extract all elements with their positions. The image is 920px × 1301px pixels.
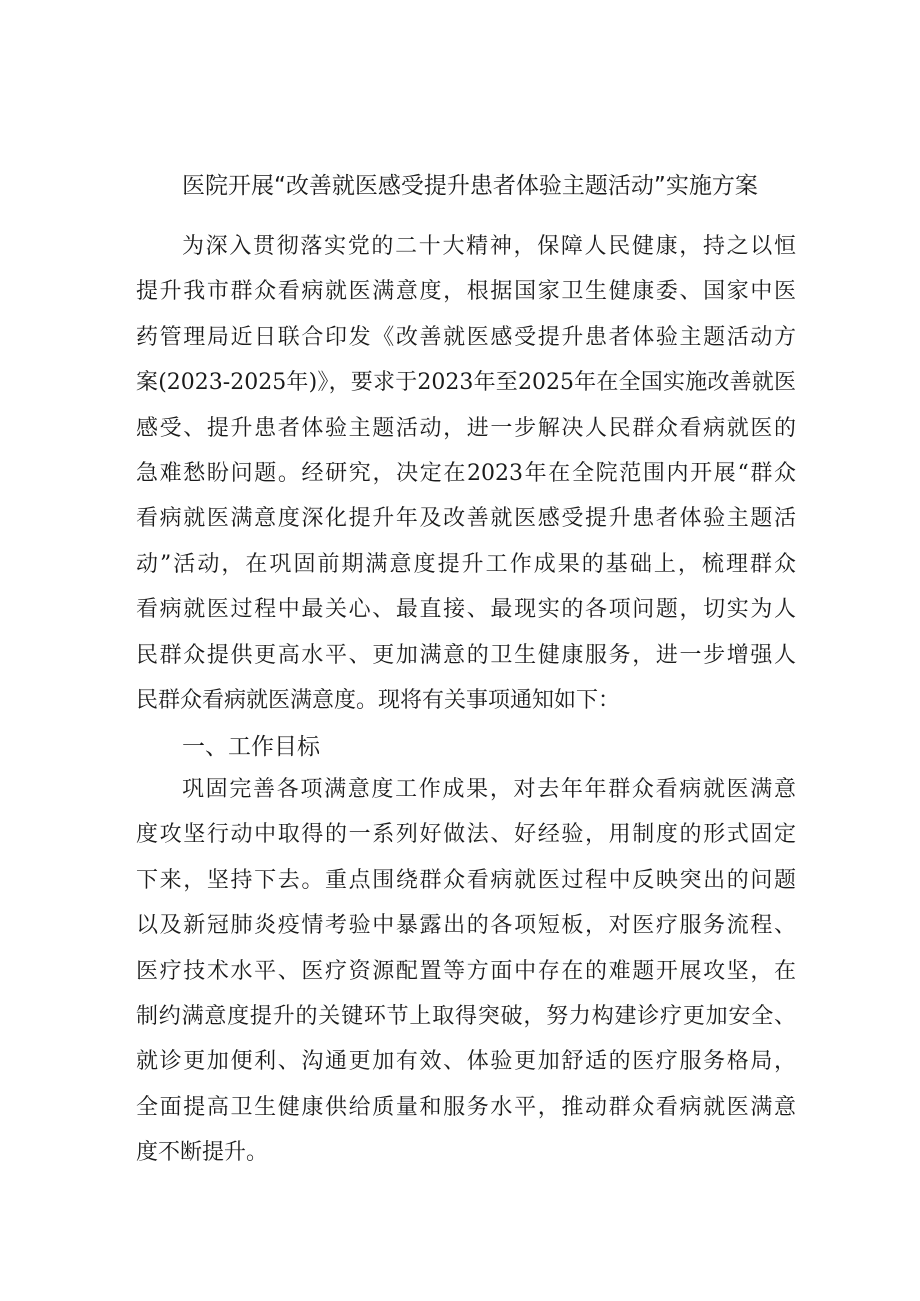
- document-title: 医院开展“改善就医感受提升患者体验主题活动”实施方案: [182, 173, 758, 199]
- paragraph-line: 就诊更加便利、沟通更加有效、体验更加舒适的医疗服务格局，: [136, 1049, 796, 1075]
- section-heading-work-goals: 一、工作目标: [182, 734, 320, 760]
- paragraph-line: 度攻坚行动中取得的一系列好做法、好经验，用制度的形式固定: [136, 822, 796, 848]
- paragraph-line: 医疗技术水平、医疗资源配置等方面中存在的难题开展攻坚，在: [136, 958, 796, 984]
- paragraph-line: 药管理局近日联合印发《改善就医感受提升患者体验主题活动方: [136, 324, 796, 350]
- paragraph-line: 民群众看病就医满意度。现将有关事项通知如下：: [136, 687, 621, 713]
- paragraph-line: 以及新冠肺炎疫情考验中暴露出的各项短板，对医疗服务流程、: [136, 913, 796, 939]
- paragraph-line: 看病就医过程中最关心、最直接、最现实的各项问题，切实为人: [136, 597, 796, 623]
- paragraph-line: 动”活动，在巩固前期满意度提升工作成果的基础上，梳理群众: [136, 551, 796, 577]
- paragraph-line: 民群众提供更高水平、更加满意的卫生健康服务，进一步增强人: [136, 642, 796, 668]
- intro-paragraph: [136, 224, 796, 723]
- paragraph-line: 案(2023-2025年)》，要求于2023年至2025年在全国实施改善就医: [136, 370, 796, 396]
- paragraph-line: 全面提高卫生健康供给质量和服务水平，推动群众看病就医满意: [136, 1094, 796, 1120]
- paragraph-line: 下来，坚持下去。重点围绕群众看病就医过程中反映突出的问题: [136, 867, 796, 893]
- paragraph-line: 急难愁盼问题。经研究，决定在2023年在全院范围内开展“群众: [136, 460, 796, 486]
- paragraph-line: 制约满意度提升的关键环节上取得突破，努力构建诊疗更加安全、: [136, 1003, 796, 1029]
- paragraph-line: 为深入贯彻落实党的二十大精神，保障人民健康，持之以恒: [182, 234, 796, 259]
- paragraph-line: 提升我市群众看病就医满意度，根据国家卫生健康委、国家中医: [136, 279, 796, 305]
- work-goals-paragraph: [136, 767, 796, 1176]
- paragraph-line: 巩固完善各项满意度工作成果，对去年年群众看病就医满意: [182, 777, 796, 802]
- paragraph-line: 感受、提升患者体验主题活动，进一步解决人民群众看病就医的: [136, 415, 796, 441]
- paragraph-line: 度不断提升。: [136, 1140, 269, 1166]
- paragraph-line: 看病就医满意度深化提升年及改善就医感受提升患者体验主题活: [136, 506, 796, 532]
